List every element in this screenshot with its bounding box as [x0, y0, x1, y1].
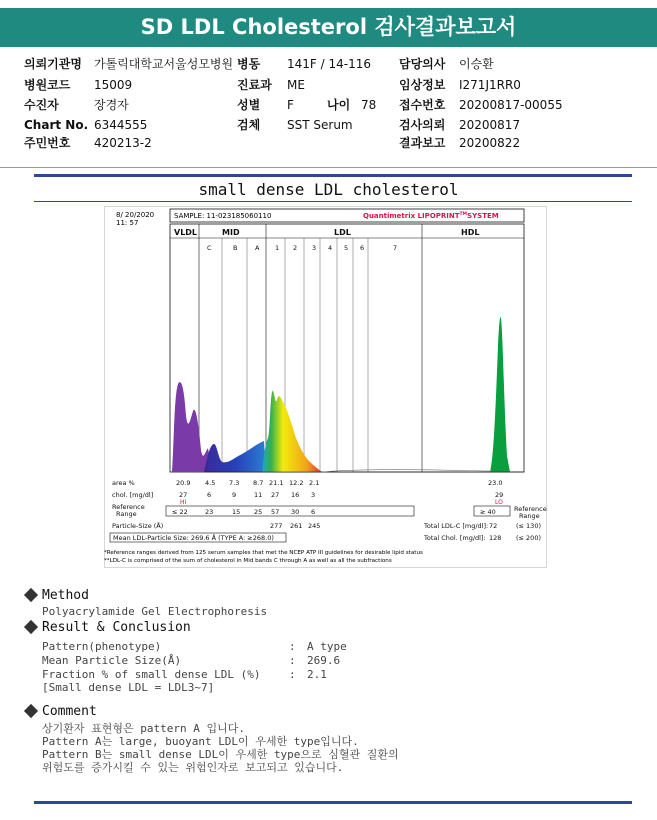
- band-mid-label: MID: [222, 228, 240, 237]
- particle-ldl3: 245: [308, 522, 321, 530]
- electrophoresis-figure: [104, 206, 547, 568]
- ref-ldl2: 30: [291, 508, 300, 516]
- label-specimen: 검체: [237, 118, 261, 132]
- footer-rule: [34, 801, 632, 804]
- ref-b: 15: [232, 508, 241, 516]
- result-size-value: 269.6: [307, 654, 341, 667]
- area-c: 4.5: [205, 479, 216, 487]
- comment-heading: Comment: [26, 704, 97, 719]
- comment-line-3: Pattern B는 small dense LDL이 우세한 type으로 심혈관 질환의: [42, 748, 399, 761]
- value-receipt-no: 20200817-00055: [459, 98, 563, 112]
- footnote-2: **LDL-C is comprised of the sum of cholesterol in Mid bands C through A as well as all the subfractions: [104, 558, 392, 564]
- value-doctor: 이승환: [459, 57, 494, 71]
- value-test-request: 20200817: [459, 118, 521, 132]
- result-size-colon: :: [289, 654, 296, 667]
- area-hdl: 23.0: [488, 479, 503, 487]
- particle-ldl2: 261: [290, 522, 303, 530]
- total-ldl-value: 72: [489, 522, 498, 530]
- particle-label: Particle-Size (Å): [112, 522, 164, 530]
- sub-c: C: [207, 244, 212, 252]
- comment-line-1: 상기환자 표현형은 pattern A 입니다.: [42, 722, 245, 735]
- label-sex: 성별: [237, 98, 261, 112]
- sub-ldl2: 2: [293, 244, 298, 252]
- label-age: 나이: [327, 98, 351, 112]
- result-heading: Result & Conclusion: [26, 620, 191, 635]
- label-patient: 수진자: [24, 98, 59, 112]
- chol-vldl: 27: [179, 491, 188, 499]
- chol-hdl: 29: [495, 491, 504, 499]
- hi-flag: HI: [180, 499, 187, 506]
- brand-label: Quantimetrix LIPOPRINT™SYSTEM: [363, 212, 499, 220]
- value-id-no: 420213-2: [94, 136, 152, 150]
- chol-c: 6: [207, 491, 212, 499]
- chol-ldl3: 3: [311, 491, 316, 499]
- value-chart-no: 6344555: [94, 118, 148, 132]
- diamond-bullet-icon: [24, 619, 38, 633]
- section-rule-under-title: [34, 201, 632, 202]
- ref-label-1: Reference: [112, 503, 145, 511]
- sub-ldl6: 6: [360, 244, 365, 252]
- value-hospital-code: 15009: [94, 78, 133, 92]
- total-chol-value: 128: [489, 534, 502, 542]
- result-pattern-value: A type: [307, 640, 347, 653]
- ref-ldl1: 57: [271, 508, 280, 516]
- label-result-report: 결과보고: [399, 136, 446, 150]
- band-vldl-label: VLDL: [174, 228, 198, 237]
- result-pattern-label: Pattern(phenotype): [42, 640, 162, 653]
- result-pattern-colon: :: [289, 640, 296, 653]
- band-hdl-label: HDL: [461, 228, 480, 237]
- area-a: 8.7: [253, 479, 264, 487]
- chol-b: 9: [232, 491, 237, 499]
- value-result-report: 20200822: [459, 136, 521, 150]
- diamond-bullet-icon: [24, 703, 38, 717]
- method-heading: Method: [26, 588, 89, 603]
- label-id-no: 주민번호: [24, 136, 71, 150]
- run-time: 11: 57: [116, 219, 139, 227]
- result-note: [Small dense LDL = LDL3~7]: [42, 681, 215, 694]
- ref-a: 25: [254, 508, 263, 516]
- area-ldl3: 2.1: [309, 479, 320, 487]
- ref-hdl: ≥ 40: [480, 508, 496, 516]
- ref-ldl3: 6: [311, 508, 316, 516]
- label-test-request: 검사의뢰: [399, 118, 446, 132]
- value-specimen: SST Serum: [287, 118, 353, 132]
- header-divider: [0, 167, 657, 168]
- ref-label-2: Range: [116, 510, 137, 518]
- footnote-1: *Reference ranges derived from 125 serum samples that met the NCEP ATP III guidelines for desirable lipid status: [104, 550, 423, 556]
- label-department: 진료과: [237, 78, 272, 92]
- diamond-bullet-icon: [24, 587, 38, 601]
- label-ward: 병동: [237, 57, 261, 71]
- value-patient: 장경자: [94, 98, 129, 112]
- particle-ldl1: 277: [270, 522, 283, 530]
- section-title: small dense LDL cholesterol: [198, 180, 459, 199]
- sample-id: SAMPLE: 11-023185060110: [174, 212, 272, 220]
- value-clinical-info: I271J1RR0: [459, 78, 521, 92]
- sub-ldl4: 4: [328, 244, 333, 252]
- value-requester: 가톨릭대학교서울성모병원: [94, 57, 234, 71]
- result-fraction-label: Fraction % of small dense LDL (%): [42, 668, 261, 681]
- run-date: 8/ 20/2020: [116, 211, 155, 219]
- chol-a: 11: [254, 491, 263, 499]
- label-chart-no: Chart No.: [24, 118, 89, 132]
- result-fraction-value: 2.1: [307, 668, 327, 681]
- area-vldl: 20.9: [176, 479, 191, 487]
- total-ldl-label: Total LDL-C [mg/dl]:: [424, 522, 489, 530]
- patient-info: [0, 52, 657, 165]
- label-clinical-info: 임상정보: [399, 78, 446, 92]
- section-rule-top: [34, 174, 632, 177]
- label-hospital-code: 병원코드: [24, 78, 71, 92]
- ref-right-2: Range: [519, 512, 540, 520]
- chol-label: chol. [mg/dl]: [112, 491, 154, 499]
- sub-ldl1: 1: [275, 244, 280, 252]
- sub-ldl7: 7: [393, 244, 398, 252]
- chol-ldl2: 16: [291, 491, 300, 499]
- area-ldl2: 12.2: [289, 479, 304, 487]
- value-sex: F: [287, 98, 294, 112]
- ref-vldl: ≤ 22: [172, 508, 188, 516]
- result-fraction-colon: :: [289, 668, 296, 681]
- comment-line-2: Pattern A는 large, buoyant LDL이 우세한 type입니다.: [42, 735, 359, 748]
- band-ldl-label: LDL: [334, 228, 351, 237]
- method-text: Polyacrylamide Gel Electrophoresis: [42, 605, 268, 618]
- lo-flag: LO: [495, 499, 503, 506]
- sub-a: A: [255, 244, 260, 252]
- area-ldl1: 21.1: [269, 479, 284, 487]
- label-requester: 의뢰기관명: [24, 57, 82, 71]
- result-size-label: Mean Particle Size(Å): [42, 654, 182, 667]
- label-doctor: 담당의사: [399, 57, 446, 71]
- mean-particle-size: Mean LDL-Particle Size: 269.6 Å (TYPE A: ≥268.0): [113, 534, 274, 542]
- report-title: SD LDL Cholesterol 검사결과보고서: [0, 8, 657, 47]
- sub-ldl3: 3: [312, 244, 317, 252]
- value-age: 78: [361, 98, 377, 112]
- area-label: area %: [112, 479, 135, 487]
- label-receipt-no: 접수번호: [399, 98, 446, 112]
- ref-c: 23: [205, 508, 214, 516]
- area-b: 7.3: [229, 479, 240, 487]
- total-chol-ref: (≤ 200): [516, 534, 541, 542]
- value-ward: 141F / 14-116: [287, 57, 371, 71]
- total-ldl-ref: (≤ 130): [516, 522, 541, 530]
- value-department: ME: [287, 78, 305, 92]
- total-chol-label: Total Chol. [mg/dl]:: [424, 534, 486, 542]
- sub-ldl5: 5: [344, 244, 349, 252]
- chol-ldl1: 27: [271, 491, 280, 499]
- ref-right-1: Reference: [514, 505, 547, 513]
- comment-line-4: 위험도를 증가시킬 수 있는 위험인자로 보고되고 있습니다.: [42, 761, 344, 774]
- sub-b: B: [233, 244, 238, 252]
